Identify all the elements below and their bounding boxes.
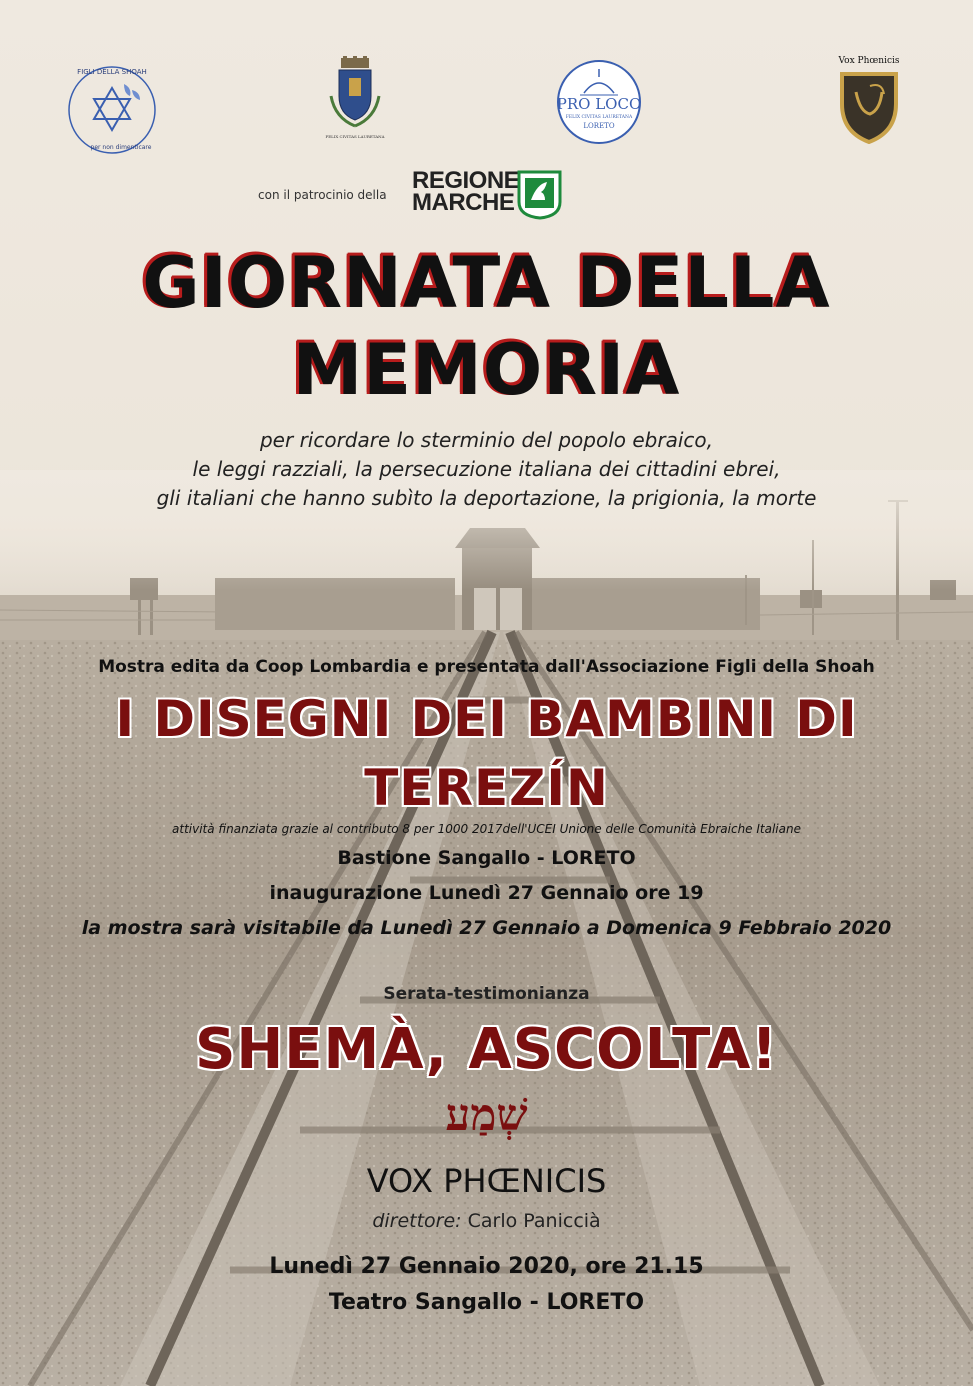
choir-name: VOX PHŒNICIS	[366, 1162, 607, 1200]
director-line	[0, 1210, 973, 1232]
pro-loco-motto: FELIX CIVITAS LAURETANA	[565, 115, 633, 120]
regione-marche-emblem-icon	[517, 170, 562, 220]
phoenix-shield-icon	[838, 70, 900, 144]
exhibition-venue: Bastione Sangallo - LORETO	[337, 847, 636, 869]
regione-marche-name	[412, 167, 520, 216]
exhibition-title-line1: I DISEGNI DEI BAMBINI DI	[115, 690, 858, 748]
subtitle-line2: le leggi razziali, la persecuzione italiana dei cittadini ebrei,	[192, 457, 781, 481]
comune-motto: FELIX CIVITAS LAURETANA	[325, 134, 385, 139]
logo-figli-della-shoah	[66, 64, 158, 156]
evening-label: Serata-testimonianza	[383, 984, 590, 1004]
exhibition-funding: attività finanziata grazie al contributo 8 per 1000 2017dell'UCEI Unione delle Comunità Ebraiche Italiane	[172, 822, 801, 836]
patronage-text: con il patrocinio della	[258, 188, 387, 202]
director-label: direttore:	[372, 1210, 462, 1232]
exhibition-title-line2: TEREZÍN	[364, 759, 609, 817]
evening-datetime: Lunedì 27 Gennaio 2020, ore 21.15	[269, 1254, 704, 1279]
logo-comune-loreto	[325, 56, 385, 140]
subtitle-line3: gli italiani che hanno subìto la deportazione, la prigionia, la morte	[156, 486, 817, 510]
coat-of-arms-icon	[325, 56, 385, 134]
logo-pro-loco	[556, 59, 642, 145]
director-name: Carlo Paniccià	[467, 1210, 601, 1232]
vox-phoenicis-label: Vox Phœnicis	[838, 56, 900, 66]
evening-hebrew-title: שְׁמַע	[445, 1090, 528, 1141]
main-title-line1: GIORNATA DELLA	[142, 242, 831, 324]
main-title-line2: MEMORIA	[292, 329, 681, 411]
logo-vox-phoenicis	[832, 56, 906, 146]
pro-loco-city: LORETO	[583, 122, 615, 130]
evening-venue: Teatro Sangallo - LORETO	[328, 1290, 645, 1315]
exhibition-dates: la mostra sarà visitabile da Lunedì 27 Gennaio a Domenica 9 Febbraio 2020	[81, 917, 892, 939]
regione-line1: REGIONE	[412, 167, 520, 194]
figli-shoah-tagline: per non dimenticare	[90, 144, 152, 151]
pro-loco-name: PRO LOCO	[556, 95, 642, 113]
exhibition-intro: Mostra edita da Coop Lombardia e presentata dall'Associazione Figli della Shoah	[98, 657, 875, 677]
star-of-david-icon	[66, 64, 158, 156]
regione-line2: MARCHE	[412, 189, 515, 216]
figli-shoah-label: FIGLI DELLA SHOAH	[77, 68, 147, 76]
subtitle-line1: per ricordare lo sterminio del popolo ebraico,	[259, 428, 713, 452]
evening-title: SHEMÀ, ASCOLTA!	[195, 1017, 778, 1082]
exhibition-opening: inaugurazione Lunedì 27 Gennaio ore 19	[269, 882, 704, 904]
